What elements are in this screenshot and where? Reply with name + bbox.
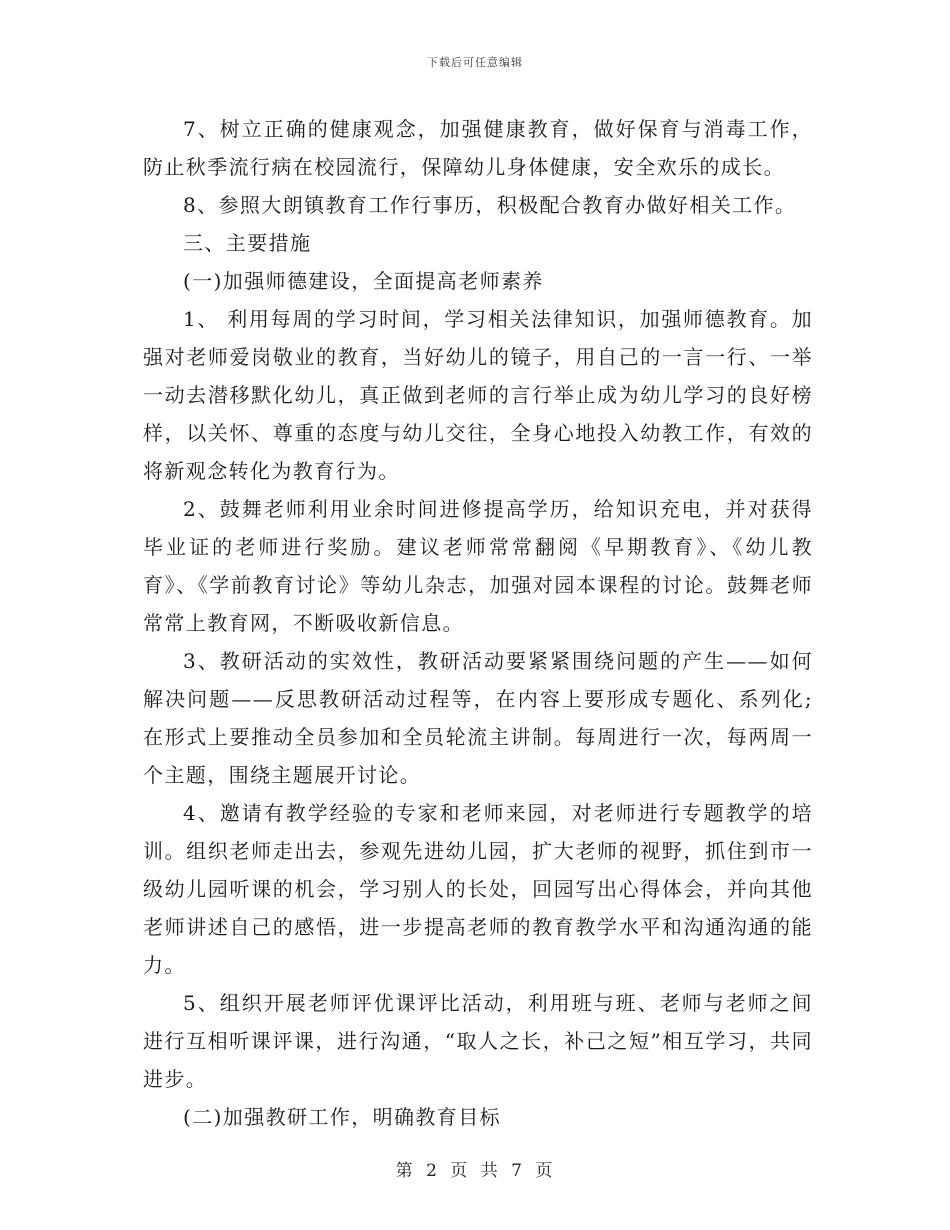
section-heading-main-measures: 三、主要措施 [183,231,312,255]
subsection-heading-teacher-ethics: (一)加强师德建设，全面提高老师素养 [183,269,544,293]
paragraph-measure-2: 2、鼓舞老师利用业余时间进修提高学历，给知识充电，并对获得毕业证的老师进行奖励。建议老师常常翻阅《早期教育》、《幼儿教育》、《学前教育讨论》等幼儿杂志，加强对园本课程的讨论。鼓舞老师常常上教育网，不断吸收新信息。 [143,497,813,635]
paragraph-measure-5: 5、组织开展老师评优课评比活动，利用班与班、老师与老师之间进行互相听课评课，进行沟通，“取人之长，补己之短”相互学习，共同进步。 [143,991,813,1091]
download-editable-note: 下载后可任意编辑 [427,56,523,69]
paragraph-measure-3: 3、教研活动的实效性，教研活动要紧紧围绕问题的产生——如何解决问题——反思教研活动过程等，在内容上要形成专题化、系列化;在形式上要推动全员参加和全员轮流主讲制。每周进行一次，每两周一个主题，围绕主题展开讨论。 [143,649,813,787]
document-body [143,110,813,1136]
paragraph-measure-1: 1、 利用每周的学习时间，学习相关法律知识，加强师德教育。加强对老师爱岗敬业的教育，当好幼儿的镜子，用自己的一言一行、一举一动去潜移默化幼儿，真正做到老师的言行举止成为幼儿学习的良好榜样，以关怀、尊重的态度与幼儿交往，全身心地投入幼教工作，有效的将新观念转化为教育行为。 [143,307,813,483]
subsection-heading-teaching-research: (二)加强教研工作，明确教育目标 [183,1105,502,1129]
paragraph-item-8: 8、参照大朗镇教育工作行事历，积极配合教育办做好相关工作。 [183,193,797,217]
paragraph-item-7: 7、树立正确的健康观念，加强健康教育，做好保育与消毒工作，防止秋季流行病在校园流行，保障幼儿身体健康，安全欢乐的成长。 [143,117,813,179]
page-number-footer: 第 2 页 共 7 页 [395,1161,555,1181]
paragraph-measure-4: 4、邀请有教学经验的专家和老师来园，对老师进行专题教学的培训。组织老师走出去，参观先进幼儿园，扩大老师的视野，抓住到市一级幼儿园听课的机会，学习别人的长处，回园写出心得体会，并向其他老师讲述自己的感悟，进一步提高老师的教育教学水平和沟通沟通的能力。 [143,801,813,977]
